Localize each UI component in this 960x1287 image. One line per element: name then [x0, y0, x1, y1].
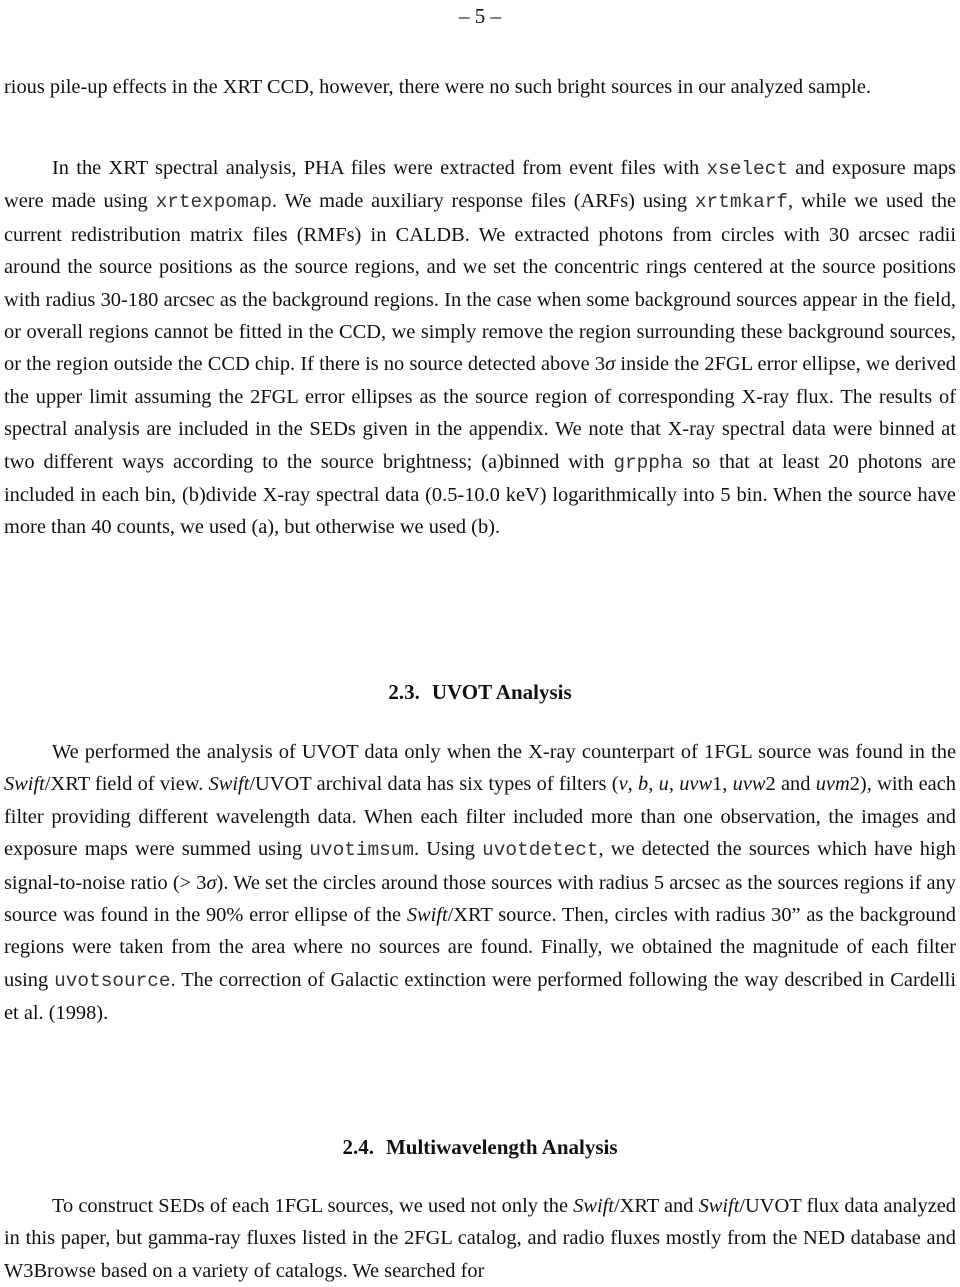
page-number: – 5 –	[459, 4, 501, 28]
paragraph-uvot-analysis	[4, 736, 956, 1030]
text-run: /UVOT flux data analyzed in this paper, but gamma-ray fluxes listed in the 2FGL catalog, and radio fluxes mostly from the NED database and W3Browse based on a variety of catalogs. We searched for	[4, 1195, 957, 1282]
text-run: ). We set the circles around those sources with radius 5 arcsec as the sources regions if any source was found in the 90% error ellipse of the	[4, 871, 956, 927]
italic-term: Swift	[208, 773, 250, 796]
italic-term: Swift	[406, 904, 448, 927]
code-term: xrtexpomap	[155, 191, 272, 214]
code-term: xselect	[706, 158, 788, 180]
math-symbol: uvw	[732, 773, 766, 796]
text-run: , we detected the sources which have high signal-to-noise ratio (> 3	[4, 838, 956, 894]
text-run: /XRT and	[613, 1195, 699, 1217]
italic-term: Swift	[573, 1195, 614, 1217]
section-number: 2.3.	[388, 680, 420, 704]
text-run: /XRT field of view.	[44, 773, 209, 796]
math-symbol: uvw	[679, 773, 713, 796]
text-run: We performed the analysis of UVOT data only when the X-ray counterpart of 1FGL source was found in the	[52, 741, 956, 763]
text-run: To construct SEDs of each 1FGL sources, we used not only the	[52, 1195, 574, 1217]
code-term: uvotdetect	[482, 839, 599, 862]
code-term: uvotimsum	[309, 839, 415, 862]
section-heading-uvot	[0, 678, 960, 706]
section-title: UVOT Analysis	[431, 680, 572, 704]
section-heading-multiwavelength	[0, 1133, 960, 1161]
text-run: 2 and	[765, 773, 816, 796]
italic-term: Swift	[698, 1195, 740, 1217]
text-run: inside the 2FGL error ellipse, we derived the upper limit assuming the 2FGL error ellipses as the source region of corresponding X-ray flux. The results of spectral analysis are included in the SEDs given in the appendix. We note that X-ray spectral data were binned at two different ways according to the source brightness; (a)binned with	[4, 353, 956, 473]
text-run: 1,	[712, 773, 733, 796]
section-number: 2.4.	[342, 1135, 374, 1159]
code-term: grppha	[613, 451, 684, 474]
text-run: . Using	[414, 838, 483, 861]
math-symbol: u	[658, 773, 669, 796]
math-symbol: σ	[206, 871, 217, 894]
text-run: . We made auxiliary response files (ARFs) using	[271, 190, 695, 213]
section-title: Multiwavelength Analysis	[385, 1135, 618, 1159]
paragraph-xrt-spectral	[4, 152, 956, 544]
math-symbol: σ	[605, 353, 616, 376]
text-run: 2), with each filter providing different wavelength data. When each filter included more than one observation, the images and exposure maps were summed using	[4, 773, 956, 861]
code-term: xrtmkarf	[694, 191, 788, 214]
text-run: ,	[668, 773, 680, 796]
code-term: uvotsource	[54, 969, 171, 992]
text-run: ,	[648, 773, 659, 796]
text-run: and exposure maps were made using	[4, 157, 956, 213]
math-symbol: v	[618, 773, 628, 796]
text-run: . The correction of Galactic extinction were performed following the way described in Cardelli et al. (1998).	[4, 968, 956, 1025]
paragraph-multiwavelength	[4, 1190, 956, 1287]
text-run: rious pile-up effects in the XRT CCD, however, there were no such bright sources in our analyzed sample.	[4, 76, 871, 98]
text-run: /UVOT archival data has six types of filters (	[249, 773, 619, 796]
text-run: ,	[627, 773, 639, 796]
text-run: so that at least 20 photons are included in each bin, (b)divide X-ray spectral data (0.5-10.0 keV) logarithmically into 5 bin. When the source have more than 40 counts, we used (a), but otherwise we used (b).	[4, 450, 956, 539]
text-run: , while we used the current redistribution matrix files (RMFs) in CALDB. We extracted photons from circles with 30 arcsec radii around the source positions as the source regions, and we set the concentric rings centered at the source positions with radius 30-180 arcsec as the background regions. In the case when some background sources appear in the field, or overall regions cannot be fitted in the CCD, we simply remove the region surrounding these background sources, or the region outside the CCD chip. If there is no source detected above 3	[4, 190, 956, 376]
text-run: In the XRT spectral analysis, PHA files were extracted from event files with	[52, 157, 707, 179]
paragraph-pileup	[4, 71, 956, 103]
text-run: /XRT source. Then, circles with radius 30” as the background regions were taken from the area where no sources are found. Finally, we obtained the magnitude of each filter using	[4, 904, 956, 991]
math-symbol: b	[638, 773, 649, 796]
italic-term: Swift	[4, 773, 45, 796]
math-symbol: uvm	[815, 773, 850, 796]
